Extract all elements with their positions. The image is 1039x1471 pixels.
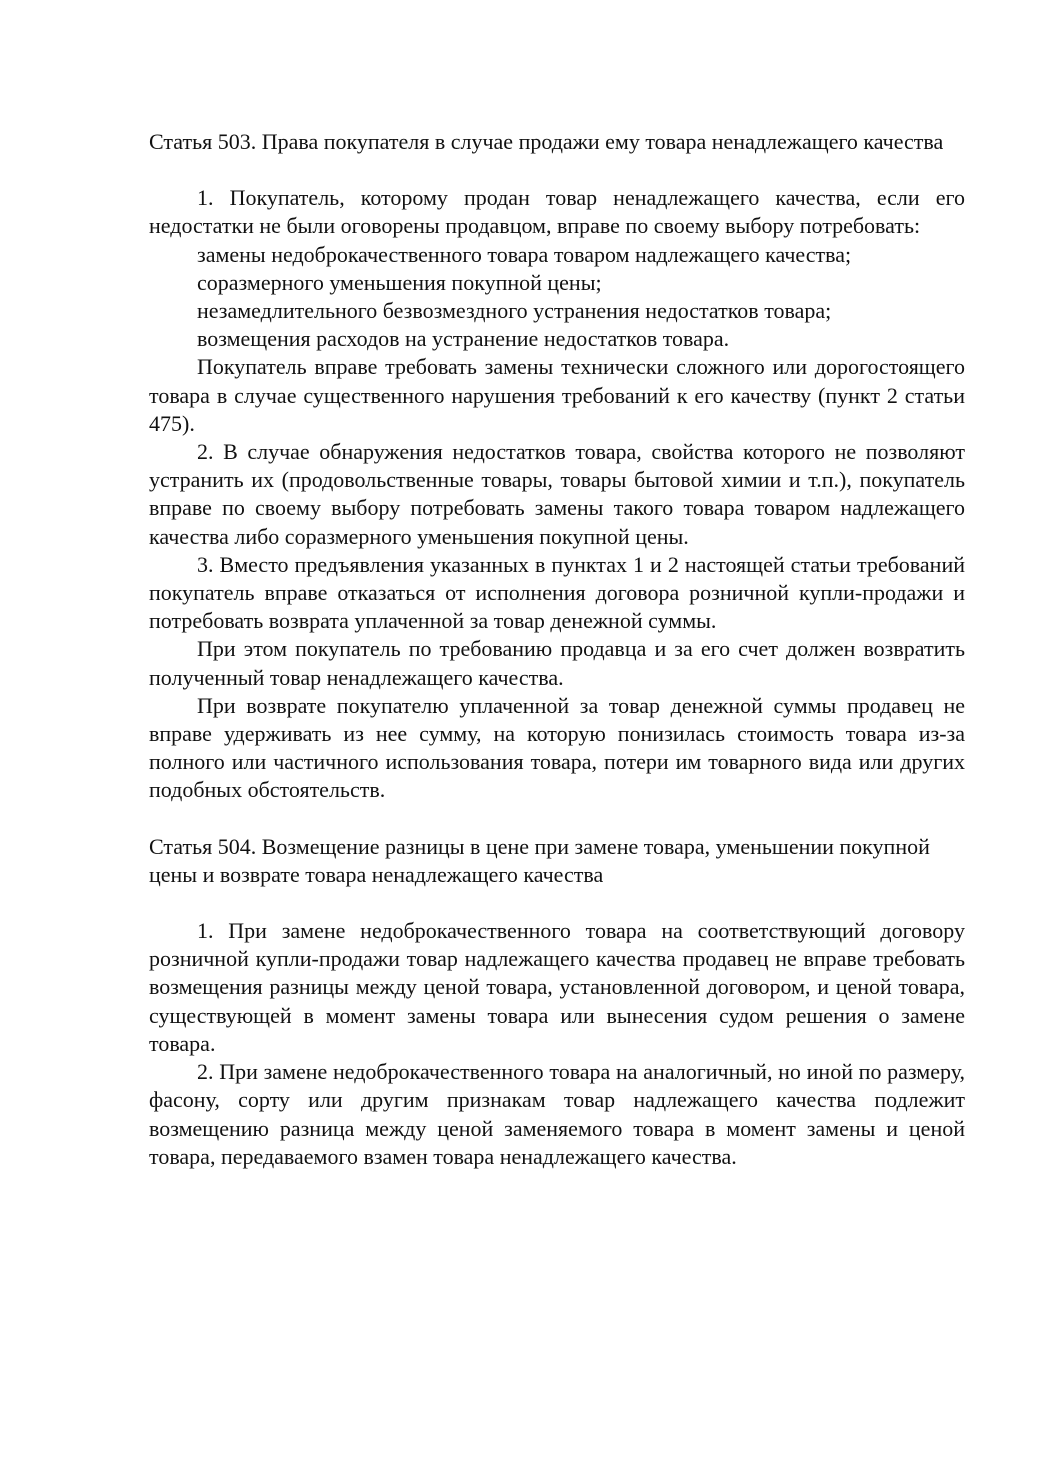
article-503-paragraph-2: Покупатель вправе требовать замены технически сложного или дорогостоящего товара в случае существенного нарушения требований к его качеству (пункт 2 статьи 475). <box>149 354 965 436</box>
article-503-list-item: замены недоброкачественного товара товаром надлежащего качества; <box>197 241 852 267</box>
document-body <box>149 128 965 1171</box>
article-503-paragraph-5: При этом покупатель по требованию продавца и за его счет должен возвратить полученный товар ненадлежащего качества. <box>149 636 965 690</box>
article-503-list-item: возмещения расходов на устранение недостатков товара. <box>197 326 730 352</box>
article-503-list-item: соразмерного уменьшения покупной цены; <box>197 269 602 295</box>
article-503-paragraph-1: 1. Покупатель, которому продан товар ненадлежащего качества, если его недостатки не были оговорены продавцом, вправе по своему выбору потребовать: <box>149 185 965 239</box>
article-503-title: Статья 503. Права покупателя в случае продажи ему товара ненадлежащего качества <box>149 129 944 154</box>
article-503-list-item: незамедлительного безвозмездного устранения недостатков товара; <box>197 298 832 324</box>
article-503-paragraph-3: 2. В случае обнаружения недостатков товара, свойства которого не позволяют устранить их (продовольственные товары, товары бытовой химии и т.п.), покупатель вправе по своему выбору потребовать замены такого товара товаром надлежащего качества либо соразмерного уменьшения покупной цены. <box>149 439 965 549</box>
article-503-paragraph-4: 3. Вместо предъявления указанных в пунктах 1 и 2 настоящей статьи требований покупатель вправе отказаться от исполнения договора розничной купли-продажи и потребовать возврата уплаченной за товар денежной суммы. <box>149 551 965 634</box>
article-503-paragraph-6: При возврате покупателю уплаченной за товар денежной суммы продавец не вправе удерживать из нее сумму, на которую понизилась стоимость товара из-за полного или частичного использования товара, потери им товарного вида или других подобных обстоятельств. <box>149 692 965 803</box>
article-504-title: Статья 504. Возмещение разницы в цене при замене товара, уменьшении покупной цены и возврате товара ненадлежащего качества <box>149 833 930 887</box>
article-504-paragraph-1: 1. При замене недоброкачественного товара на соответствующий договору розничной купли-продажи товар надлежащего качества продавец не вправе требовать возмещения разницы между ценой товара, установленной договором, и ценой товара, существующей в момент замены товара или вынесения судом решения о замене товара. <box>149 918 965 1056</box>
article-504-paragraph-2: 2. При замене недоброкачественного товара на аналогичный, но иной по размеру, фасону, сорту или другим признакам товар надлежащего качества подлежит возмещению разница между ценой заменяемого товара в момент замены и ценой товара, передаваемого взамен товара ненадлежащего качества. <box>149 1059 965 1169</box>
